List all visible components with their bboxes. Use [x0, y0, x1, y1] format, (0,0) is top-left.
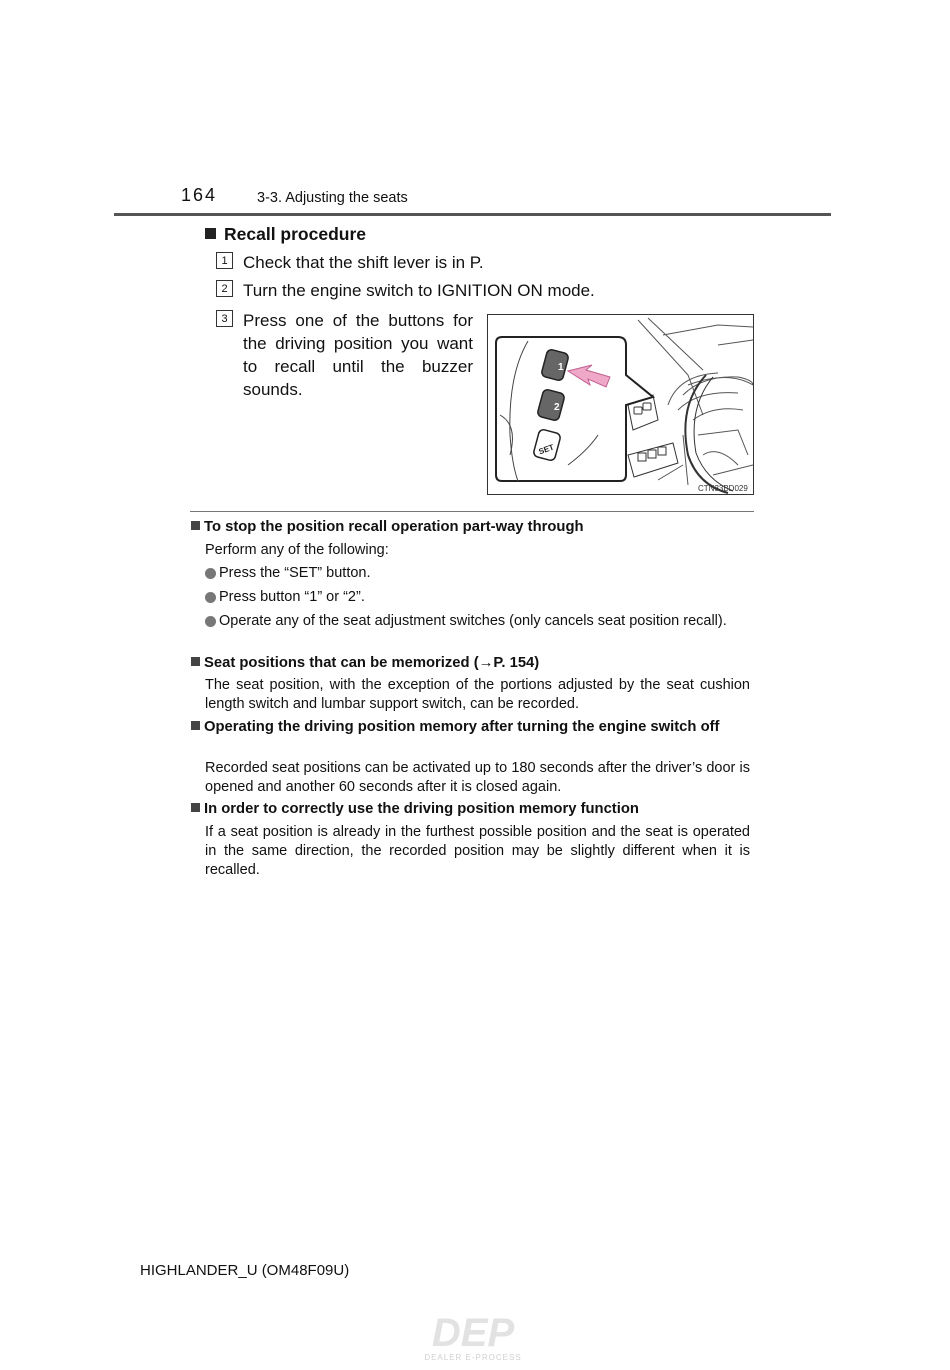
section-header: 3-3. Adjusting the seats — [257, 190, 408, 206]
set-button-label: SET — [537, 442, 556, 457]
bullet-dot-icon — [205, 616, 216, 627]
note-body-correct-use: If a seat position is already in the furthest possible position and the seat is operated in the same direction, the recorded position may be slightly different when it is recalled. — [205, 824, 750, 878]
note-body-stop-recall: Perform any of the following: — [205, 542, 389, 558]
button-2-label: 2 — [554, 402, 560, 413]
page-number: 164 — [181, 185, 218, 205]
step-text-3: Press one of the buttons for the driving position you want to recall until the buzzer sounds. — [243, 311, 473, 399]
step-text-2: Turn the engine switch to IGNITION ON mode. — [243, 281, 595, 300]
illustration-code: CTN33BD029 — [698, 484, 748, 493]
button-1-label: 1 — [558, 362, 564, 373]
note-heading-engine-off — [191, 718, 755, 737]
step-number-1: 1 — [216, 252, 233, 269]
note-heading-text: Seat positions that can be memorized (→P. 154) — [204, 655, 540, 671]
square-bullet-icon — [205, 228, 216, 239]
square-bullet-icon — [191, 803, 200, 812]
step-text-1: Check that the shift lever is in P. — [243, 253, 484, 272]
memory-buttons-illustration — [487, 314, 754, 495]
list-item — [205, 588, 755, 607]
note-heading-seat-positions — [191, 654, 755, 673]
note-heading-text: To stop the position recall operation part-way through — [204, 519, 584, 535]
square-bullet-icon — [191, 721, 200, 730]
watermark-logo-text: DEP — [431, 1311, 515, 1355]
note-heading-text: Operating the driving position memory after turning the engine switch off — [204, 719, 720, 735]
list-item-text: Press the “SET” button. — [219, 565, 371, 581]
watermark-tagline: DEALER E-PROCESS — [424, 1353, 522, 1362]
dep-watermark-logo — [405, 1308, 541, 1364]
list-item-text: Press button “1” or “2”. — [219, 589, 365, 605]
dep-logo-icon — [405, 1308, 541, 1364]
bullet-dot-icon — [205, 568, 216, 579]
step-number-2: 2 — [216, 280, 233, 297]
header-divider — [114, 213, 831, 216]
step-number-3: 3 — [216, 310, 233, 327]
note-heading-correct-use — [191, 800, 755, 819]
list-item-text: Operate any of the seat adjustment switches (only cancels seat position recall). — [219, 613, 727, 629]
footer-model: HIGHLANDER_U (OM48F09U) — [140, 1262, 350, 1279]
note-heading-text: In order to correctly use the driving position memory function — [204, 801, 639, 817]
note-body-engine-off: Recorded seat positions can be activated up to 180 seconds after the driver’s door is opened and another 60 seconds after it is closed again. — [205, 760, 750, 795]
square-bullet-icon — [191, 657, 200, 666]
list-item — [205, 564, 755, 583]
recall-heading — [205, 224, 366, 245]
note-body-seat-positions: The seat position, with the exception of the portions adjusted by the seat cushion length switch and lumbar support switch, can be recorded. — [205, 677, 750, 712]
list-item — [205, 612, 755, 631]
memory-buttons-diagram — [488, 315, 753, 494]
bullet-dot-icon — [205, 592, 216, 603]
section-divider — [190, 511, 754, 512]
square-bullet-icon — [191, 521, 200, 530]
recall-heading-text: Recall procedure — [224, 224, 366, 244]
note-heading-stop-recall — [191, 518, 755, 537]
